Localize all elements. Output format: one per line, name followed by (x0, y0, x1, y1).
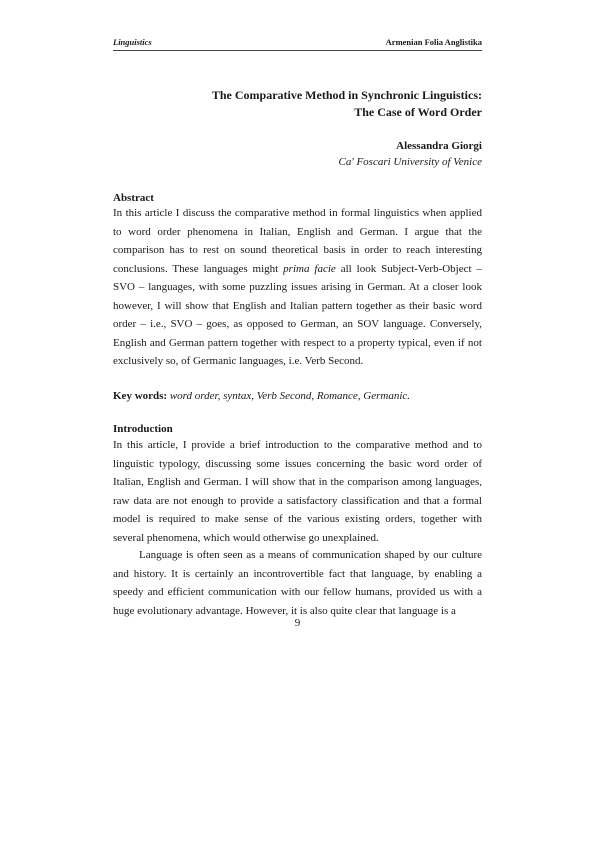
article-title (113, 87, 482, 121)
abstract-heading: Abstract (113, 192, 154, 204)
keywords-label: Key words: (113, 390, 168, 402)
introduction-paragraph-2: Language is often seen as a means of communication shaped by our culture and history. It is certainly an incontrovertible fact that language, by enabling a speedy and efficient communication with our fellow humans, provided us with a huge evolutionary advantage. However, it is also quite clear that language is a (113, 549, 482, 617)
introduction-paragraph-1: In this article, I provide a brief introduction to the comparative method and to linguistic typology, discussing some issues concerning the basic word order of Italian, English and German. I will show that in the comparison among languages, raw data are not enough to provide a satisfactory classification and that a formal model is required to make sense of the various existing orders, together with several phenomena, which would otherwise go unexplained. (113, 439, 482, 544)
introduction-heading: Introduction (113, 423, 173, 435)
running-header (113, 37, 482, 49)
title-line-1: The Comparative Method in Synchronic Linguistics: (211, 88, 482, 102)
abstract-italic-phrase: prima facie (283, 262, 336, 275)
author-name: Alessandra Giorgi (396, 140, 482, 152)
author-affiliation: Ca' Foscari University of Venice (338, 156, 482, 168)
header-divider (113, 50, 482, 51)
page-number: 9 (294, 617, 301, 629)
title-line-2: The Case of Word Order (354, 105, 482, 119)
keywords (113, 387, 482, 406)
header-section-label: Linguistics (113, 37, 152, 47)
keywords-list: word order, syntax, Verb Second, Romance, Germanic. (169, 390, 411, 402)
abstract-text-start: In this article I discuss the comparative method in formal linguistics when applied to word order phenomena in Italian, English and German. I argue that the comparison has to rest on sound theoretical basis in order to reach interesting conclusions. These languages might (113, 207, 482, 275)
abstract-text (113, 204, 482, 371)
abstract-text-end: all look Subject-Verb-Object – SVO – languages, with some puzzling issues arising in German. At a closer look however, I will show that English and Italian pattern together as their basic word order – i.e., SVO – goes, as opposed to German, an SOV language. Conversely, English and German pattern together with respect to a property typical, even if not exclusively so, of Germanic languages, i.e. Verb Second. (113, 262, 482, 367)
header-journal-name: Armenian Folia Anglistika (385, 37, 482, 47)
